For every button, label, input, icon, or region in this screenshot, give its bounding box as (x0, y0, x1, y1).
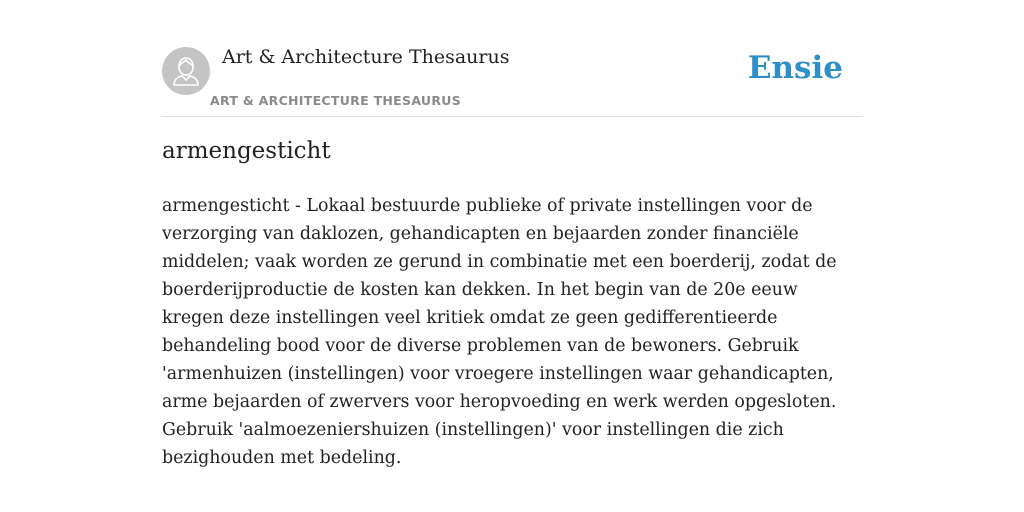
brand-logo[interactable]: Ensie (747, 50, 843, 86)
entry-definition: armengesticht - Lokaal bestuurde publieke of private instellingen voor de verzorging van daklozen, gehandicapten en bejaarden zonder financiële middelen; vaak worden ze gerund in combinatie met een boerderij, zodat de boerderijproductie de kosten kan dekken. In het begin van de 20e eeuw kregen deze instellingen veel kritiek omdat ze geen gedifferentieerde behandeling bood voor de diverse problemen van de bewoners. Gebruik 'armenhuizen (instellingen) voor vroegere instellingen waar gehandicapten, arme bejaarden of zwervers voor heropvoeding en werk werden opgesloten. Gebruik 'aalmoezeniershuizen (instellingen)' voor instellingen die zich bezighouden met bedeling. (162, 196, 837, 468)
source-title[interactable]: Art & Architecture Thesaurus (222, 46, 510, 68)
user-silhouette-icon (162, 47, 210, 95)
avatar[interactable] (162, 47, 210, 95)
entry-term: armengesticht (162, 138, 331, 164)
source-subtitle[interactable]: ART & ARCHITECTURE THESAURUS (210, 93, 462, 108)
entry-header (162, 44, 862, 117)
